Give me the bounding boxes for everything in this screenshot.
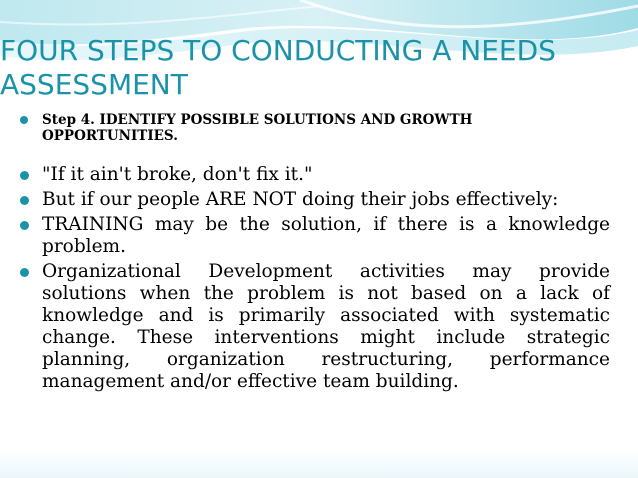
- bullet-list: [10, 112, 610, 396]
- step-text: Step 4. IDENTIFY POSSIBLE SOLUTIONS AND GROWTH OPPORTUNITIES.: [42, 112, 473, 144]
- decorative-footer: [0, 450, 638, 478]
- bullet-text: "If it ain't broke, don't fix it.": [42, 164, 313, 185]
- bullet-text: TRAINING may be the solution, if there is a knowledge problem.: [42, 214, 610, 257]
- slide-title: FOUR STEPS TO CONDUCTING A NEEDS ASSESSMENT: [0, 34, 556, 101]
- bullet-text: But if our people ARE NOT doing their jobs effectively:: [42, 189, 559, 210]
- bullet-icon: [20, 171, 29, 180]
- list-item: [10, 214, 610, 258]
- list-item: [10, 189, 610, 211]
- list-item: [10, 261, 610, 393]
- bullet-icon: [20, 221, 29, 230]
- bullet-icon: [20, 196, 29, 205]
- bullet-icon: [20, 116, 28, 124]
- list-item: [10, 112, 610, 144]
- bullet-text: Organizational Development activities may provide solutions when the problem is not based on a lack of knowledge and is primarily associated with systematic change. These interventions might include strategic planning, organization restructuring, performance management and/or effective team building.: [42, 261, 610, 392]
- list-item: [10, 164, 610, 186]
- bullet-icon: [20, 268, 29, 277]
